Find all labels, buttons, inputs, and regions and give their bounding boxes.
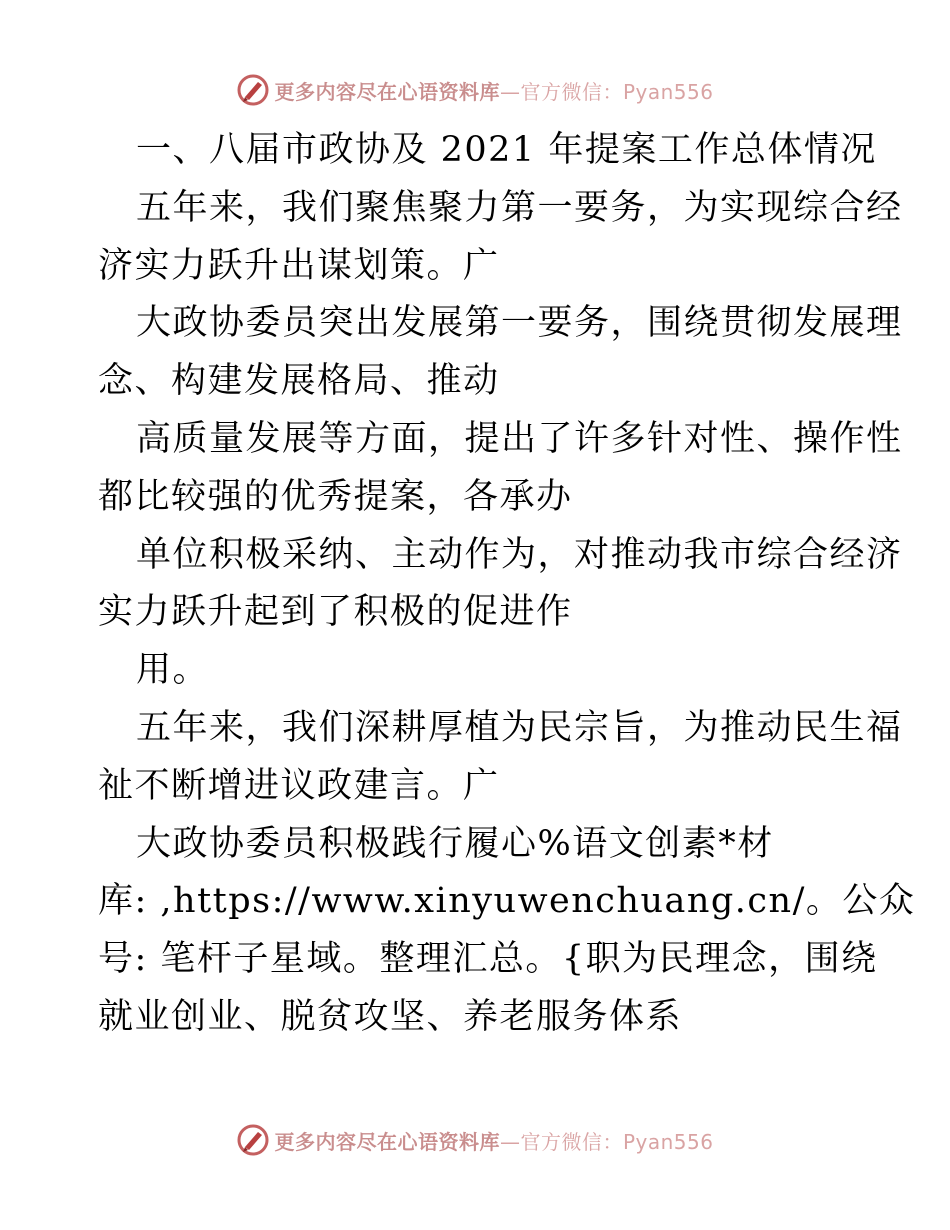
paragraph-line: 五年来，我们深耕厚植为民宗旨，为推动民生福 <box>136 707 903 748</box>
footer-brand: 更多内容尽在心语资料库 <box>274 1129 500 1154</box>
paragraph-line: 单位积极采纳、主动作为，对推动我市综合经济 <box>136 534 903 575</box>
document-body <box>98 122 916 1047</box>
paragraph-line: 实力跃升起到了积极的促进作 <box>98 592 573 633</box>
footer-banner-text <box>274 1126 713 1155</box>
header-wechat: 官方微信：Pyan556 <box>520 79 714 104</box>
paragraph-line: 大政协委员积极践行履心%语文创素*材 <box>136 823 774 864</box>
paragraph-line: 都比较强的优秀提案，各承办 <box>98 476 573 517</box>
paragraph-line: 用。 <box>136 650 210 691</box>
header-banner-text <box>274 76 713 105</box>
footer-separator: — <box>499 1129 521 1154</box>
paragraph-line: 五年来，我们聚焦聚力第一要务，为实现综合经 <box>136 187 903 228</box>
pen-logo-icon <box>236 73 270 107</box>
paragraph-line: 号: 笔杆子星域。整理汇总。{职为民理念，围绕 <box>98 939 878 980</box>
paragraph-line: 念、构建发展格局、推动 <box>98 361 500 402</box>
header-brand: 更多内容尽在心语资料库 <box>274 79 500 104</box>
paragraph-line: 库: ,https://www.xinyuwenchuang.cn/。公众 <box>98 881 916 922</box>
paragraph-line: 祉不断增进议政建言。广 <box>98 765 500 806</box>
footer-watermark <box>0 1120 950 1160</box>
footer-wechat: 官方微信：Pyan556 <box>520 1129 714 1154</box>
paragraph-line: 济实力跃升出谋划策。广 <box>98 245 500 286</box>
paragraph-line: 大政协委员突出发展第一要务，围绕贯彻发展理 <box>136 303 903 344</box>
paragraph-line: 就业创业、脱贫攻坚、养老服务体系 <box>98 996 683 1037</box>
header-watermark <box>0 70 950 110</box>
header-separator: — <box>499 79 521 104</box>
paragraph-line: 高质量发展等方面，提出了许多针对性、操作性 <box>136 418 903 459</box>
section-heading: 一、八届市政协及 2021 年提案工作总体情况 <box>136 130 877 170</box>
pen-logo-icon <box>236 1123 270 1157</box>
